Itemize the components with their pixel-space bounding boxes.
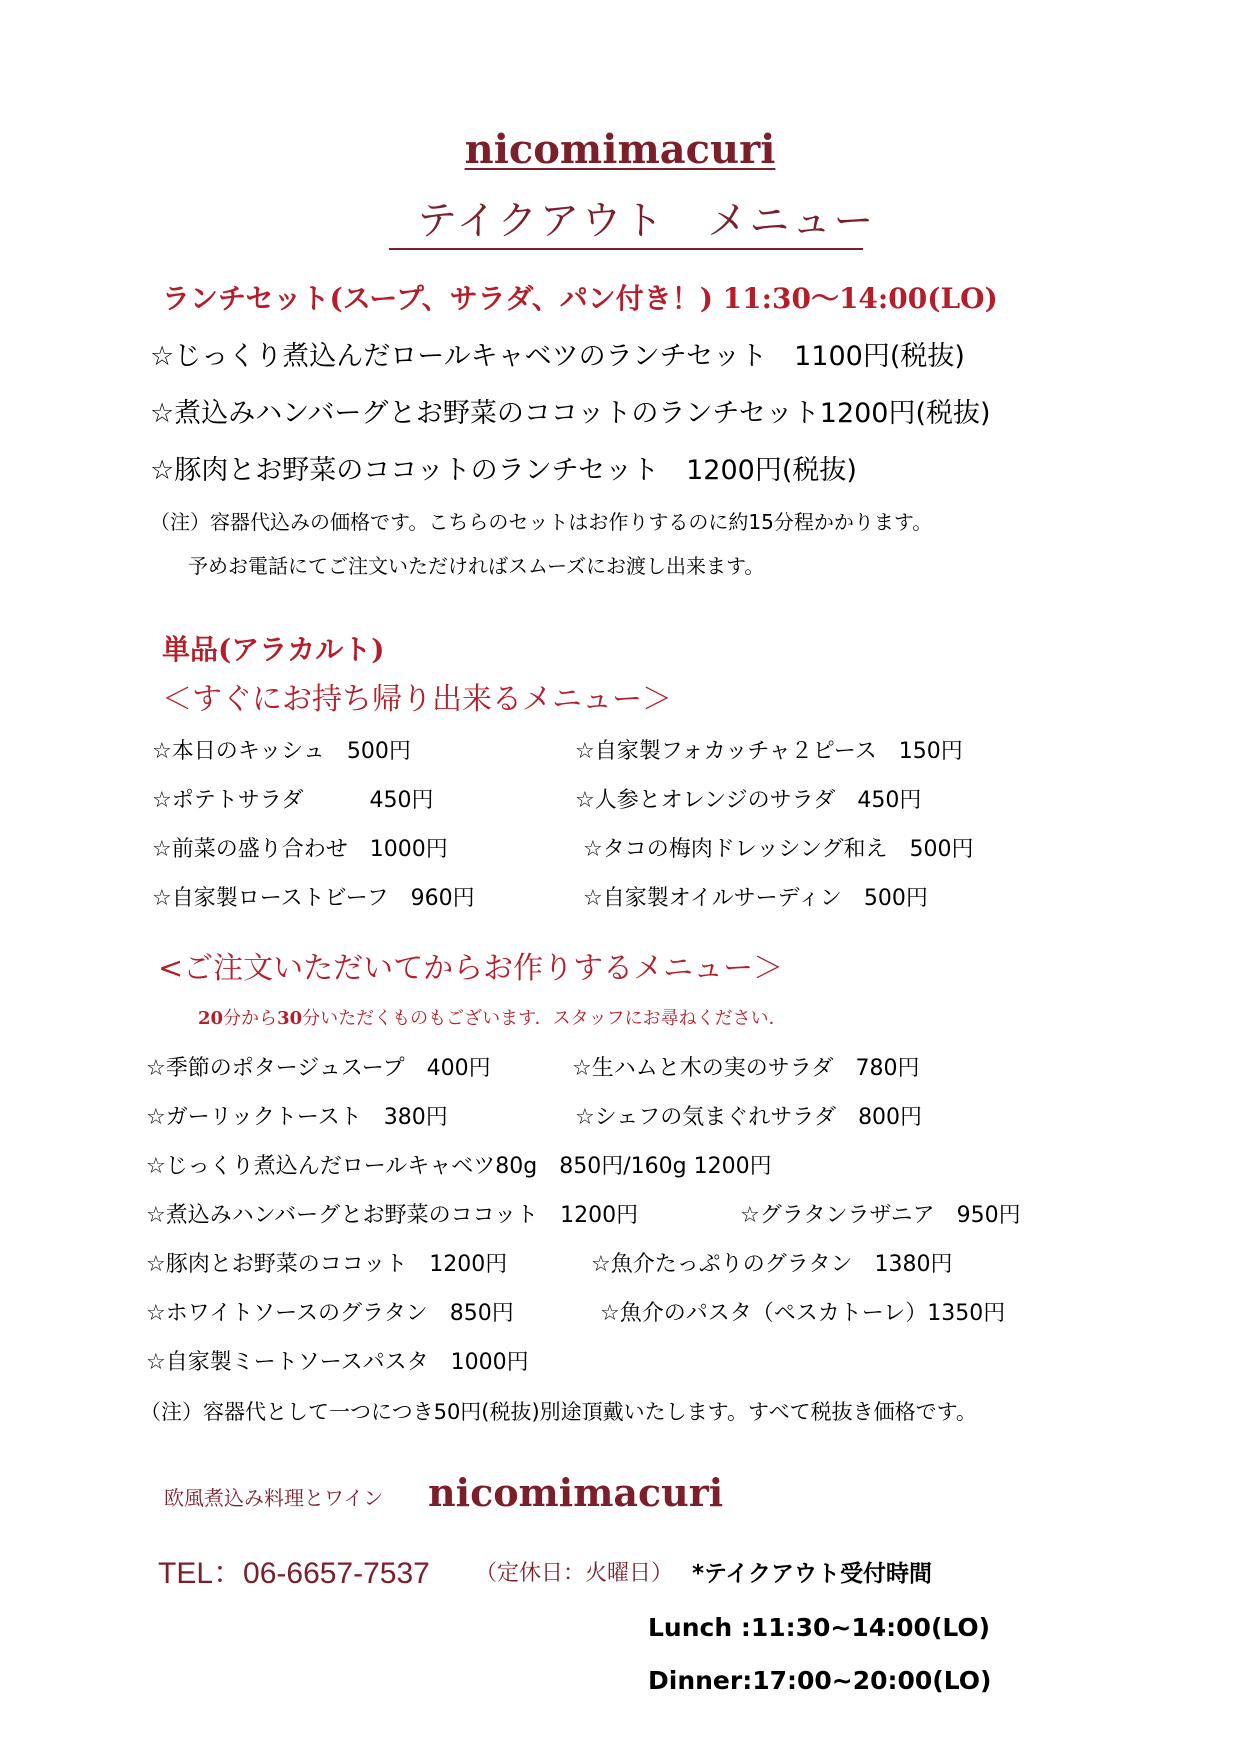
order-note-max: 30 (277, 1008, 303, 1029)
menu-item: ☆ポテトサラダ 450円 (152, 788, 434, 813)
brand-title: nicomimacuri (464, 126, 776, 173)
order-note (198, 1004, 787, 1030)
order-note-min: 20 (198, 1008, 224, 1029)
takeout-hours-label: *テイクアウト受付時間 (692, 1561, 932, 1587)
dinner-hours: Dinner:17:00~20:00(LO) (648, 1666, 992, 1695)
menu-item: ☆本日のキッシュ 500円 (152, 739, 411, 764)
menu-item: ☆自家製ローストビーフ 960円 (152, 886, 475, 911)
lunch-note: 予めお電話にてご注文いただければスムーズにお渡し出来ます。 (188, 554, 765, 578)
lunch-heading: ランチセット(スープ、サラダ、パン付き！) 11:30〜14:00(LO) (162, 282, 998, 315)
menu-item: ☆じっくり煮込んだロールキャベツ80g 850円/160g 1200円 (146, 1154, 772, 1179)
footer-brand-tagline: 欧風煮込み料理とワイン (164, 1486, 384, 1510)
menu-title (389, 189, 876, 250)
menu-item: ☆煮込みハンバーグとお野菜のココット 1200円 (146, 1203, 639, 1228)
lunch-note: （注）容器代込みの価格です。こちらのセットはお作りするのに約15分程かかります。 (150, 510, 933, 534)
phone-number: TEL：06-6657-7537 (158, 1557, 430, 1590)
order-footnote: （注）容器代として一つにつき50円(税抜)別途頂戴いたします。すべて税抜き価格です。 (140, 1400, 977, 1424)
order-note-text: 分から (223, 1008, 278, 1029)
menu-item: ☆魚介たっぷりのグラタン 1380円 (591, 1252, 953, 1277)
menu-item: ☆シェフの気まぐれサラダ 800円 (575, 1105, 923, 1130)
lunch-hours: Lunch :11:30~14:00(LO) (648, 1613, 991, 1642)
alacarte-heading: 単品(アラカルト) (162, 633, 385, 666)
menu-item: ☆自家製ミートソースパスタ 1000円 (146, 1350, 529, 1375)
closed-day: （定休日：火曜日） (475, 1561, 674, 1586)
menu-item: ☆ホワイトソースのグラタン 850円 (146, 1301, 514, 1326)
menu-item: ☆ガーリックトースト 380円 (146, 1105, 448, 1130)
alacarte-subheading: ＜すぐにお持ち帰り出来るメニュー＞ (162, 682, 672, 717)
menu-item: ☆前菜の盛り合わせ 1000円 (152, 837, 448, 862)
lunch-item: ☆じっくり煮込んだロールキャベツのランチセット 1100円(税抜) (150, 341, 965, 372)
menu-item: ☆季節のポタージュスープ 400円 (146, 1056, 491, 1081)
order-note-text: 分いただくものもございます．スタッフにお尋ねください． (302, 1008, 787, 1029)
footer-brand-name: nicomimacuri (428, 1470, 724, 1515)
menu-item: ☆自家製フォカッチャ２ピース 150円 (575, 739, 963, 764)
menu-item: ☆生ハムと木の実のサラダ 780円 (572, 1056, 920, 1081)
lunch-item: ☆豚肉とお野菜のココットのランチセット 1200円(税抜) (150, 455, 857, 486)
menu-title-text: テイクアウト メニュー (417, 198, 876, 244)
lunch-item: ☆煮込みハンバーグとお野菜のココットのランチセット1200円(税抜) (150, 398, 991, 429)
menu-item: ☆タコの梅肉ドレッシング和え 500円 (583, 837, 974, 862)
menu-item: ☆豚肉とお野菜のココット 1200円 (146, 1252, 508, 1277)
menu-item: ☆魚介のパスタ（ペスカトーレ）1350円 (600, 1301, 1006, 1326)
menu-item: ☆自家製オイルサーディン 500円 (583, 886, 928, 911)
menu-item: ☆グラタンラザニア 950円 (740, 1203, 1021, 1228)
order-heading: <ご注文いただいてからお作りするメニュー＞ (158, 951, 784, 986)
menu-item: ☆人参とオレンジのサラダ 450円 (575, 788, 922, 813)
